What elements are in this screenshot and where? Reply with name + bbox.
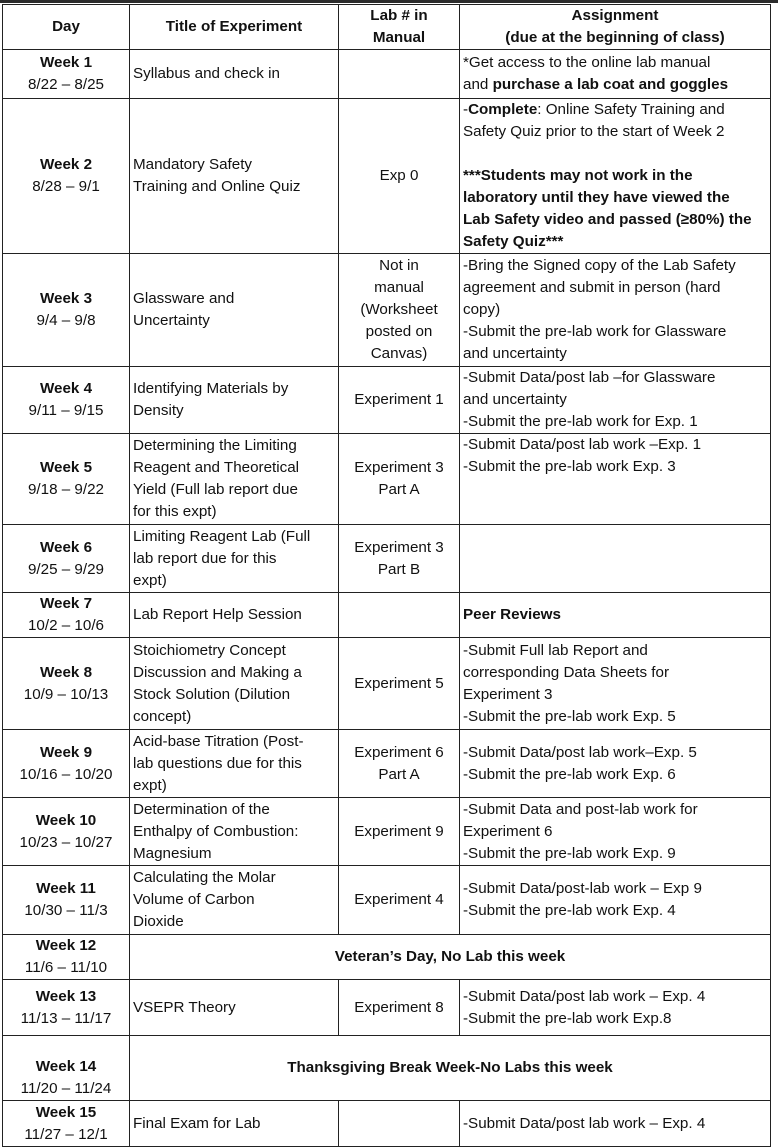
- lab-cell: [339, 50, 460, 99]
- safety-warning-line: Safety Quiz***: [463, 233, 564, 250]
- table-row: [3, 730, 771, 798]
- top-rule: [0, 0, 778, 3]
- week-dates: 9/4 – 9/8: [36, 312, 96, 329]
- assignment-cell: [460, 99, 771, 254]
- day-cell: [3, 1101, 130, 1147]
- assignment-line: -Bring the Signed copy of the Lab Safety: [463, 257, 736, 274]
- title-cell: Final Exam for Lab: [130, 1101, 339, 1147]
- lab-line: posted on: [365, 323, 433, 340]
- safety-warning-line: Lab Safety video and passed (≥80%) the: [463, 211, 752, 228]
- week-dates: 11/27 – 12/1: [24, 1125, 108, 1143]
- week-dates: 10/30 – 11/3: [24, 902, 108, 919]
- day-cell: [3, 254, 130, 367]
- week-label: Week 11: [36, 880, 96, 897]
- day-cell: [3, 980, 130, 1036]
- title-cell: [130, 525, 339, 593]
- title-line: concept): [133, 707, 192, 725]
- table-row: [3, 254, 771, 367]
- lab-cell: Experiment 9: [339, 798, 460, 866]
- assignment-line: -Submit the pre-lab work Exp.8: [463, 1009, 672, 1027]
- assignment-line: -Submit the pre-lab work Exp. 6: [463, 765, 676, 783]
- day-cell: [3, 866, 130, 935]
- week-label: Week 5: [39, 459, 93, 476]
- assignment-cell: [460, 730, 771, 798]
- week-label: Week 13: [35, 987, 97, 1005]
- lab-line: (Worksheet: [360, 301, 438, 318]
- title-cell: Lab Report Help Session: [130, 593, 339, 638]
- assignment-line: -Submit the pre-lab work Exp. 9: [463, 844, 676, 862]
- title-line: Training and Online Quiz: [133, 178, 301, 195]
- assignment-cell: [460, 50, 771, 99]
- assignment-line: -Submit Full lab Report and: [463, 641, 648, 659]
- assignment-line: Experiment 3: [463, 685, 553, 703]
- table-row: [3, 1036, 771, 1101]
- assignment-cell: [460, 367, 771, 434]
- assignment-cell: [460, 866, 771, 935]
- week-label: Week 4: [39, 380, 93, 397]
- lab-cell: [339, 434, 460, 525]
- day-cell: [3, 593, 130, 638]
- assignment-cell: [460, 798, 771, 866]
- lab-cell: [339, 525, 460, 593]
- day-cell: [3, 50, 130, 99]
- assignment-cell: [460, 525, 771, 593]
- assignment-line: -Submit Data/post lab work – Exp. 4: [463, 987, 706, 1005]
- no-lab-notice: Veteran’s Day, No Lab this week: [130, 935, 771, 980]
- lab-cell: Experiment 8: [339, 980, 460, 1036]
- assignment-line: *Get access to the online lab manual: [463, 54, 711, 71]
- assignment-line: Experiment 6: [463, 822, 553, 840]
- assignment-line: copy): [463, 301, 501, 318]
- table-row: [3, 798, 771, 866]
- assignment-line: [463, 74, 767, 96]
- week-label: Week 10: [35, 811, 97, 829]
- week-dates: 10/9 – 10/13: [23, 685, 109, 703]
- title-line: for this expt): [133, 503, 217, 520]
- assignment-text: : Online Safety Training and: [537, 101, 725, 118]
- title-cell: Syllabus and check in: [130, 50, 339, 99]
- day-cell: [3, 525, 130, 593]
- assignment-cell: -Submit Data/post lab work – Exp. 4: [460, 1101, 771, 1147]
- lab-cell: Experiment 4: [339, 866, 460, 935]
- lab-line: Not in: [379, 257, 419, 274]
- assignment-line: [463, 99, 767, 121]
- week-dates: 9/11 – 9/15: [28, 402, 104, 419]
- lab-cell: [339, 254, 460, 367]
- title-line: Density: [133, 402, 184, 419]
- lab-cell: [339, 593, 460, 638]
- lab-line: Part A: [378, 481, 420, 498]
- title-cell: VSEPR Theory: [130, 980, 339, 1036]
- title-cell: [130, 638, 339, 730]
- assignment-cell: [460, 254, 771, 367]
- lab-cell: Experiment 1: [339, 367, 460, 434]
- assignment-cell: Peer Reviews: [460, 593, 771, 638]
- day-cell: [3, 1036, 130, 1101]
- assignment-cell: [460, 980, 771, 1036]
- title-line: expt): [133, 776, 167, 794]
- title-cell: [130, 866, 339, 935]
- assignment-line: -Submit the pre-lab work Exp. 3: [463, 458, 676, 475]
- assignment-text: and: [463, 76, 493, 93]
- assignment-line: -Submit the pre-lab work Exp. 4: [463, 902, 676, 919]
- table-row: [3, 434, 771, 525]
- week-label: Week 6: [39, 538, 93, 556]
- week-label: Week 8: [39, 663, 93, 681]
- title-line: Magnesium: [133, 844, 212, 862]
- lab-line: Part A: [378, 765, 420, 783]
- title-line: lab questions due for this: [133, 754, 302, 772]
- assignment-line: -Submit Data/post lab work–Exp. 5: [463, 743, 697, 761]
- week-dates: 10/2 – 10/6: [27, 617, 104, 634]
- title-line: lab report due for this: [133, 549, 277, 567]
- table-row: [3, 367, 771, 434]
- day-cell: [3, 730, 130, 798]
- title-line: Mandatory Safety: [133, 156, 253, 173]
- header-lab: [339, 5, 460, 50]
- title-cell: [130, 367, 339, 434]
- assignment-line: agreement and submit in person (hard: [463, 279, 721, 296]
- title-cell: [130, 798, 339, 866]
- day-cell: [3, 434, 130, 525]
- assignment-line: -Submit Data/post-lab work – Exp 9: [463, 880, 702, 897]
- week-label: Week 9: [39, 743, 93, 761]
- day-cell: [3, 99, 130, 254]
- table-row: [3, 1101, 771, 1147]
- assignment-line: and uncertainty: [463, 391, 567, 408]
- title-line: Stock Solution (Dilution: [133, 685, 291, 703]
- assignment-line: -Submit the pre-lab work for Exp. 1: [463, 413, 698, 430]
- title-line: Determination of the: [133, 800, 270, 818]
- title-line: Reagent and Theoretical: [133, 459, 300, 476]
- week-dates: 10/16 – 10/20: [19, 765, 113, 783]
- title-line: Yield (Full lab report due: [133, 481, 298, 498]
- header-assignment-line1: Assignment: [571, 7, 659, 24]
- table-row: [3, 980, 771, 1036]
- day-cell: [3, 798, 130, 866]
- lab-line: manual: [374, 279, 424, 296]
- no-lab-notice: Thanksgiving Break Week-No Labs this week: [130, 1036, 771, 1101]
- week-label: Week 15: [35, 1103, 97, 1121]
- week-label: Week 3: [39, 290, 93, 307]
- assignment-line: and uncertainty: [463, 345, 567, 362]
- lab-line: Canvas): [370, 345, 428, 362]
- week-dates: 10/23 – 10/27: [19, 833, 113, 851]
- assignment-line: corresponding Data Sheets for: [463, 663, 669, 681]
- spacer: [463, 143, 767, 165]
- title-cell: [130, 730, 339, 798]
- lab-line: Experiment 6: [354, 743, 444, 761]
- lab-cell: [339, 730, 460, 798]
- assignment-line: Safety Quiz prior to the start of Week 2: [463, 123, 725, 140]
- title-line: expt): [133, 571, 167, 589]
- table-row: [3, 99, 771, 254]
- week-label: Week 7: [39, 595, 93, 612]
- week-dates: 8/22 – 8/25: [27, 76, 104, 93]
- title-line: Acid-base Titration (Post-: [133, 732, 304, 750]
- lab-schedule-table: [2, 4, 771, 1147]
- title-line: Enthalpy of Combustion:: [133, 822, 299, 840]
- assignment-line: -Submit the pre-lab work for Glassware: [463, 323, 727, 340]
- week-dates: 8/28 – 9/1: [32, 178, 100, 195]
- week-dates: 11/13 – 11/17: [20, 1009, 112, 1027]
- week-dates: 11/20 – 11/24: [20, 1080, 112, 1097]
- assignment-cell: [460, 638, 771, 730]
- lab-line: Part B: [377, 560, 421, 578]
- assignment-line: -Submit Data and post-lab work for: [463, 800, 698, 818]
- assignment-line: -Submit Data/post lab work –Exp. 1: [463, 436, 702, 453]
- title-cell: [130, 254, 339, 367]
- table-row: [3, 866, 771, 935]
- title-line: Dioxide: [133, 913, 184, 930]
- assignment-line: -Submit Data/post lab –for Glassware: [463, 369, 716, 386]
- assignment-bold-text: Complete: [468, 101, 538, 118]
- title-cell: [130, 434, 339, 525]
- title-line: Determining the Limiting: [133, 437, 297, 454]
- week-label: Week 12: [35, 937, 97, 954]
- title-line: Stoichiometry Concept: [133, 641, 286, 659]
- header-assignment: [460, 5, 771, 50]
- lab-cell: [339, 1101, 460, 1147]
- header-title: Title of Experiment: [130, 5, 339, 50]
- lab-cell: Exp 0: [339, 99, 460, 254]
- title-line: Identifying Materials by: [133, 380, 289, 397]
- title-line: Volume of Carbon: [133, 891, 255, 908]
- assignment-line: -Submit the pre-lab work Exp. 5: [463, 707, 676, 725]
- assignment-cell: [460, 434, 771, 525]
- table-row: [3, 50, 771, 99]
- title-line: Discussion and Making a: [133, 663, 302, 681]
- header-assignment-line2: (due at the beginning of class): [505, 29, 725, 46]
- day-cell: [3, 638, 130, 730]
- lab-line: Experiment 3: [354, 459, 444, 476]
- lab-line: Experiment 3: [354, 538, 444, 556]
- lab-cell: Experiment 5: [339, 638, 460, 730]
- header-day: Day: [3, 5, 130, 50]
- title-line: Glassware and: [133, 290, 235, 307]
- week-dates: 9/18 – 9/22: [27, 481, 104, 498]
- title-line: Uncertainty: [133, 312, 210, 329]
- week-label: Week 1: [39, 54, 93, 71]
- week-label: Week 14: [35, 1058, 97, 1075]
- week-label: Week 2: [39, 156, 93, 173]
- assignment-text: -: [463, 101, 469, 118]
- safety-warning-line: laboratory until they have viewed the: [463, 189, 730, 206]
- week-dates: 11/6 – 11/10: [24, 959, 108, 976]
- table-row: [3, 525, 771, 593]
- header-lab-line1: Lab # in: [370, 7, 428, 24]
- title-line: Limiting Reagent Lab (Full: [133, 527, 311, 545]
- table-row: [3, 638, 771, 730]
- table-row: [3, 935, 771, 980]
- title-line: Calculating the Molar: [133, 869, 276, 886]
- day-cell: [3, 935, 130, 980]
- table-row: [3, 593, 771, 638]
- safety-warning-line: ***Students may not work in the: [463, 167, 693, 184]
- title-cell: [130, 99, 339, 254]
- day-cell: [3, 367, 130, 434]
- week-dates: 9/25 – 9/29: [27, 560, 104, 578]
- header-lab-line2: Manual: [372, 29, 426, 46]
- assignment-bold-text: purchase a lab coat and goggles: [492, 76, 729, 93]
- header-row: [3, 5, 771, 50]
